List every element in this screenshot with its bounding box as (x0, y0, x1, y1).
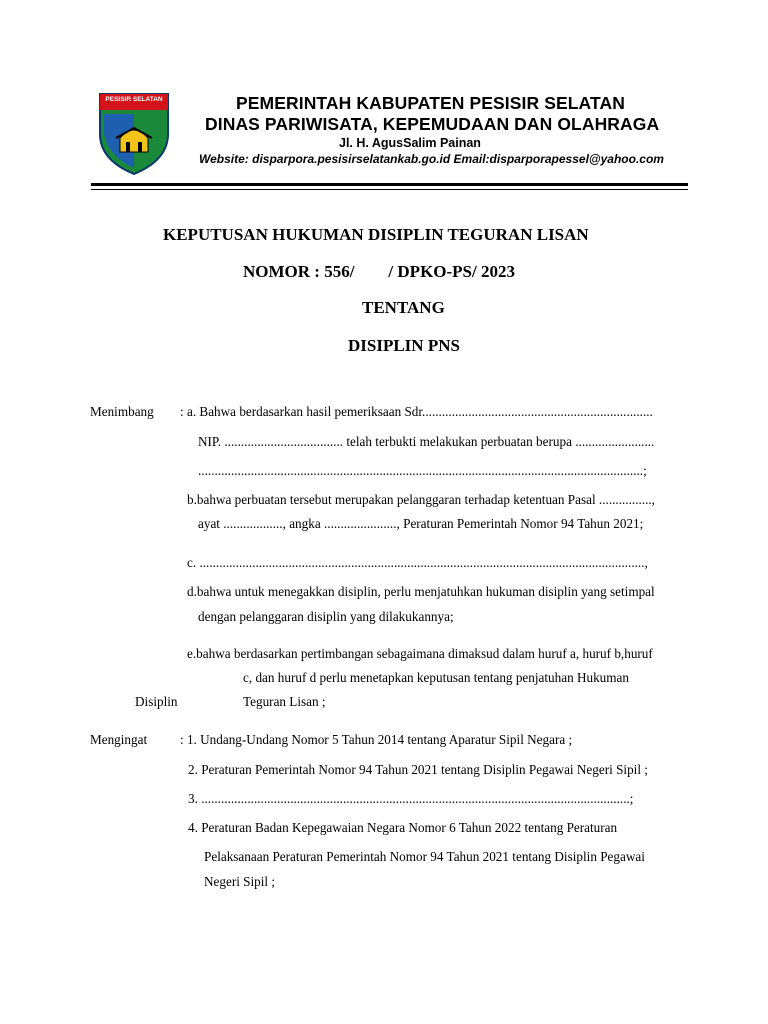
document-tentang: TENTANG (362, 298, 445, 317)
letterhead-department: DINAS PARIWISATA, KEPEMUDAAN DAN OLAHRAGA (205, 114, 660, 134)
menimbang-d-line2: dengan pelanggaran disiplin yang dilakukannya; (198, 609, 454, 624)
regency-logo (94, 88, 174, 178)
letterhead-government: PEMERINTAH KABUPATEN PESISIR SELATAN (236, 93, 625, 113)
letterhead-contact: Website: disparpora.pesisirselatankab.go.id Email:disparporapessel@yahoo.com (199, 152, 664, 166)
menimbang-a-line3: .......................................................................................................................................; (198, 463, 647, 478)
menimbang-e-line2: c, dan huruf d perlu menetapkan keputusan tentang penjatuhan Hukuman (243, 670, 629, 685)
mengingat-item-2: 2. Peraturan Pemerintah Nomor 94 Tahun 2021 tentang Disiplin Pegawai Negeri Sipil ; (188, 762, 648, 777)
menimbang-b-line2: ayat .................., angka ......................, Peraturan Pemerintah Nomor 94 Tahun 2021; (198, 516, 644, 531)
menimbang-c-line1: c. ......................................................................................................................................., (187, 555, 648, 570)
mengingat-item-1: : 1. Undang-Undang Nomor 5 Tahun 2014 tentang Aparatur Sipil Negara ; (180, 732, 573, 747)
document-title: KEPUTUSAN HUKUMAN DISIPLIN TEGURAN LISAN (163, 225, 589, 244)
menimbang-a-line1: : a. Bahwa berdasarkan hasil pemeriksaan Sdr...................................................................... (180, 404, 653, 419)
menimbang-e-line3-left: Disiplin (135, 694, 178, 709)
menimbang-a-line2: NIP. .................................... telah terbukti melakukan perbuatan berupa ........................ (198, 434, 655, 449)
menimbang-e-line1: e.bahwa berdasarkan pertimbangan sebagaimana dimaksud dalam huruf a, huruf b,huruf (187, 646, 653, 661)
mengingat-item-4-line3: Negeri Sipil ; (204, 874, 276, 889)
logo-lettering: PESISIR SELATAN (105, 96, 163, 103)
mengingat-item-4-line2: Pelaksanaan Peraturan Pemerintah Nomor 94 Tahun 2021 tentang Disiplin Pegawai (204, 849, 645, 864)
menimbang-d-line1: d.bahwa untuk menegakkan disiplin, perlu menjatuhkan hukuman disiplin yang setimpal (187, 584, 655, 599)
mengingat-item-3: 3. ..................................................................................................................................; (188, 791, 634, 806)
mengingat-label: Mengingat (90, 732, 148, 747)
letterhead-divider-thick (91, 183, 688, 186)
document-number: NOMOR : 556/ / DPKO-PS/ 2023 (243, 262, 515, 281)
document-subject: DISIPLIN PNS (348, 336, 460, 355)
letterhead-address: Jl. H. AgusSalim Painan (339, 136, 481, 150)
letterhead-divider-thin (91, 189, 688, 190)
menimbang-b-line1: b.bahwa perbuatan tersebut merupakan pelanggaran terhadap ketentuan Pasal ................, (187, 492, 655, 507)
mengingat-item-4-line1: 4. Peraturan Badan Kepegawaian Negara Nomor 6 Tahun 2022 tentang Peraturan (188, 820, 618, 835)
menimbang-e-line3-right: Teguran Lisan ; (243, 694, 326, 709)
menimbang-label: Menimbang (90, 404, 154, 419)
